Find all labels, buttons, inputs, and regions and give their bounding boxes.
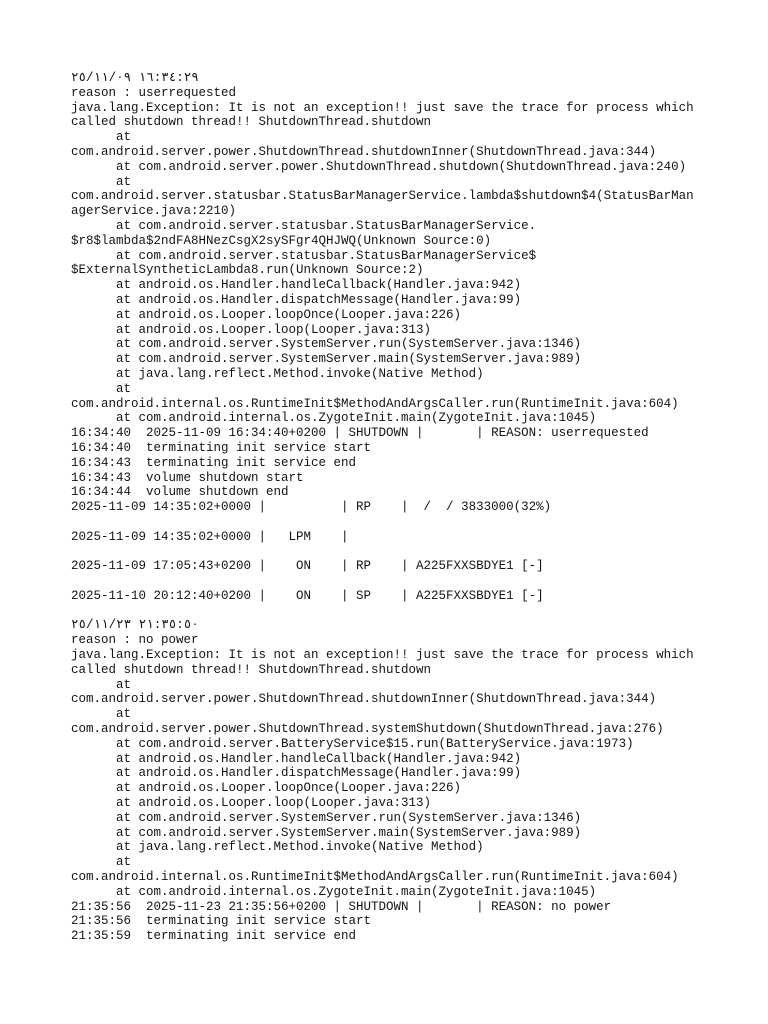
log-line: at java.lang.reflect.Method.invoke(Native Method): [71, 840, 484, 855]
log-line: 2025-11-10 20:12:40+0200 | ON | SP | A225FXXSBDYE1 [-]: [71, 588, 544, 603]
log-line: 2025-11-09 17:05:43+0200 | ON | RP | A225FXXSBDYE1 [-]: [71, 559, 544, 574]
log-line: 16:34:44 volume shutdown end: [71, 485, 289, 500]
log-line: at com.android.server.power.ShutdownThread.shutdown(ShutdownThread.java:240): [71, 159, 687, 174]
log-line: at: [71, 130, 132, 145]
log-line: reason : userrequested: [71, 85, 237, 100]
blank-line: [71, 545, 751, 560]
log-line: com.android.internal.os.RuntimeInit$MethodAndArgsCaller.run(RuntimeInit.java:604): [71, 396, 679, 411]
log-line: at com.android.server.SystemServer.run(SystemServer.java:1346): [71, 810, 582, 825]
log-line: at android.os.Looper.loopOnce(Looper.java:226): [71, 307, 462, 322]
log-line: 21:35:56 terminating init service start: [71, 914, 372, 929]
shutdown-log-document: [71, 71, 751, 944]
log-line: 21:35:56 2025-11-23 21:35:56+0200 | SHUTDOWN | | REASON: no power: [71, 899, 612, 914]
blank-line: [71, 515, 751, 530]
log-line: java.lang.Exception: It is not an exception!! just save the trace for process which: [71, 100, 694, 115]
log-line: 16:34:43 terminating init service end: [71, 455, 357, 470]
log-line: at: [71, 677, 132, 692]
log-line: 2025-11-09 14:35:02+0000 | LPM |: [71, 529, 349, 544]
log-line: 16:34:40 terminating init service start: [71, 440, 372, 455]
log-line: com.android.server.statusbar.StatusBarManagerService.lambda$shutdown$4(StatusBarMan: [71, 189, 694, 204]
log-line: 16:34:40 2025-11-09 16:34:40+0200 | SHUTDOWN | | REASON: userrequested: [71, 426, 649, 441]
log-line: java.lang.Exception: It is not an exception!! just save the trace for process which: [71, 648, 694, 663]
log-line: com.android.server.power.ShutdownThread.shutdownInner(ShutdownThread.java:344): [71, 692, 657, 707]
log-line: agerService.java:2210): [71, 204, 237, 219]
log-line: at com.android.server.SystemServer.main(SystemServer.java:989): [71, 825, 582, 840]
blank-line: [71, 604, 751, 619]
log-line: 21:35:59 terminating init service end: [71, 929, 357, 944]
log-line: at android.os.Handler.dispatchMessage(Handler.java:99): [71, 766, 522, 781]
log-line: at com.android.server.SystemServer.main(SystemServer.java:989): [71, 352, 582, 367]
log-line: 16:34:43 volume shutdown start: [71, 470, 304, 485]
log-line: at: [71, 707, 132, 722]
log-line: $ExternalSyntheticLambda8.run(Unknown Source:2): [71, 263, 424, 278]
log-line: at com.android.internal.os.ZygoteInit.main(ZygoteInit.java:1045): [71, 411, 597, 426]
log-line: at com.android.server.BatteryService$15.run(BatteryService.java:1973): [71, 736, 634, 751]
log-line: at java.lang.reflect.Method.invoke(Native Method): [71, 366, 484, 381]
log-line: reason : no power: [71, 633, 199, 648]
log-line: called shutdown thread!! ShutdownThread.shutdown: [71, 115, 432, 130]
log-line: com.android.server.power.ShutdownThread.shutdownInner(ShutdownThread.java:344): [71, 144, 657, 159]
log-line: com.android.server.power.ShutdownThread.systemShutdown(ShutdownThread.java:276): [71, 722, 664, 737]
log-line: at: [71, 381, 132, 396]
log-line: called shutdown thread!! ShutdownThread.shutdown: [71, 662, 432, 677]
log-line: at android.os.Handler.dispatchMessage(Handler.java:99): [71, 292, 522, 307]
log-line: 2025-11-09 14:35:02+0000 | | RP | / / 3833000(32%): [71, 500, 552, 515]
log-line: at com.android.server.SystemServer.run(SystemServer.java:1346): [71, 337, 582, 352]
log-lines: [71, 71, 751, 944]
log-line: at android.os.Looper.loop(Looper.java:313): [71, 322, 432, 337]
log-line: at android.os.Looper.loopOnce(Looper.java:226): [71, 781, 462, 796]
log-line: at: [71, 174, 132, 189]
log-line: at com.android.server.statusbar.StatusBarManagerService.: [71, 218, 537, 233]
log-line: at android.os.Handler.handleCallback(Handler.java:942): [71, 278, 522, 293]
log-line: $r8$lambda$2ndFA8HNezCsgX2sySFgr4QHJWQ(Unknown Source:0): [71, 233, 492, 248]
log-line: at android.os.Handler.handleCallback(Handler.java:942): [71, 751, 522, 766]
log-line: at com.android.internal.os.ZygoteInit.main(ZygoteInit.java:1045): [71, 884, 597, 899]
log-line: at: [71, 855, 132, 870]
log-line: at com.android.server.statusbar.StatusBarManagerService$: [71, 248, 537, 263]
log-line: com.android.internal.os.RuntimeInit$MethodAndArgsCaller.run(RuntimeInit.java:604): [71, 870, 679, 885]
timestamp-line: ١٦:٣٤:٢٩ ٢٥/١١/٠٩: [71, 71, 199, 85]
timestamp-line: ٢١:٣٥:٥٠ ٢٥/١١/٢٣: [71, 618, 199, 633]
log-line: at android.os.Looper.loop(Looper.java:313): [71, 796, 432, 811]
blank-line: [71, 574, 751, 589]
